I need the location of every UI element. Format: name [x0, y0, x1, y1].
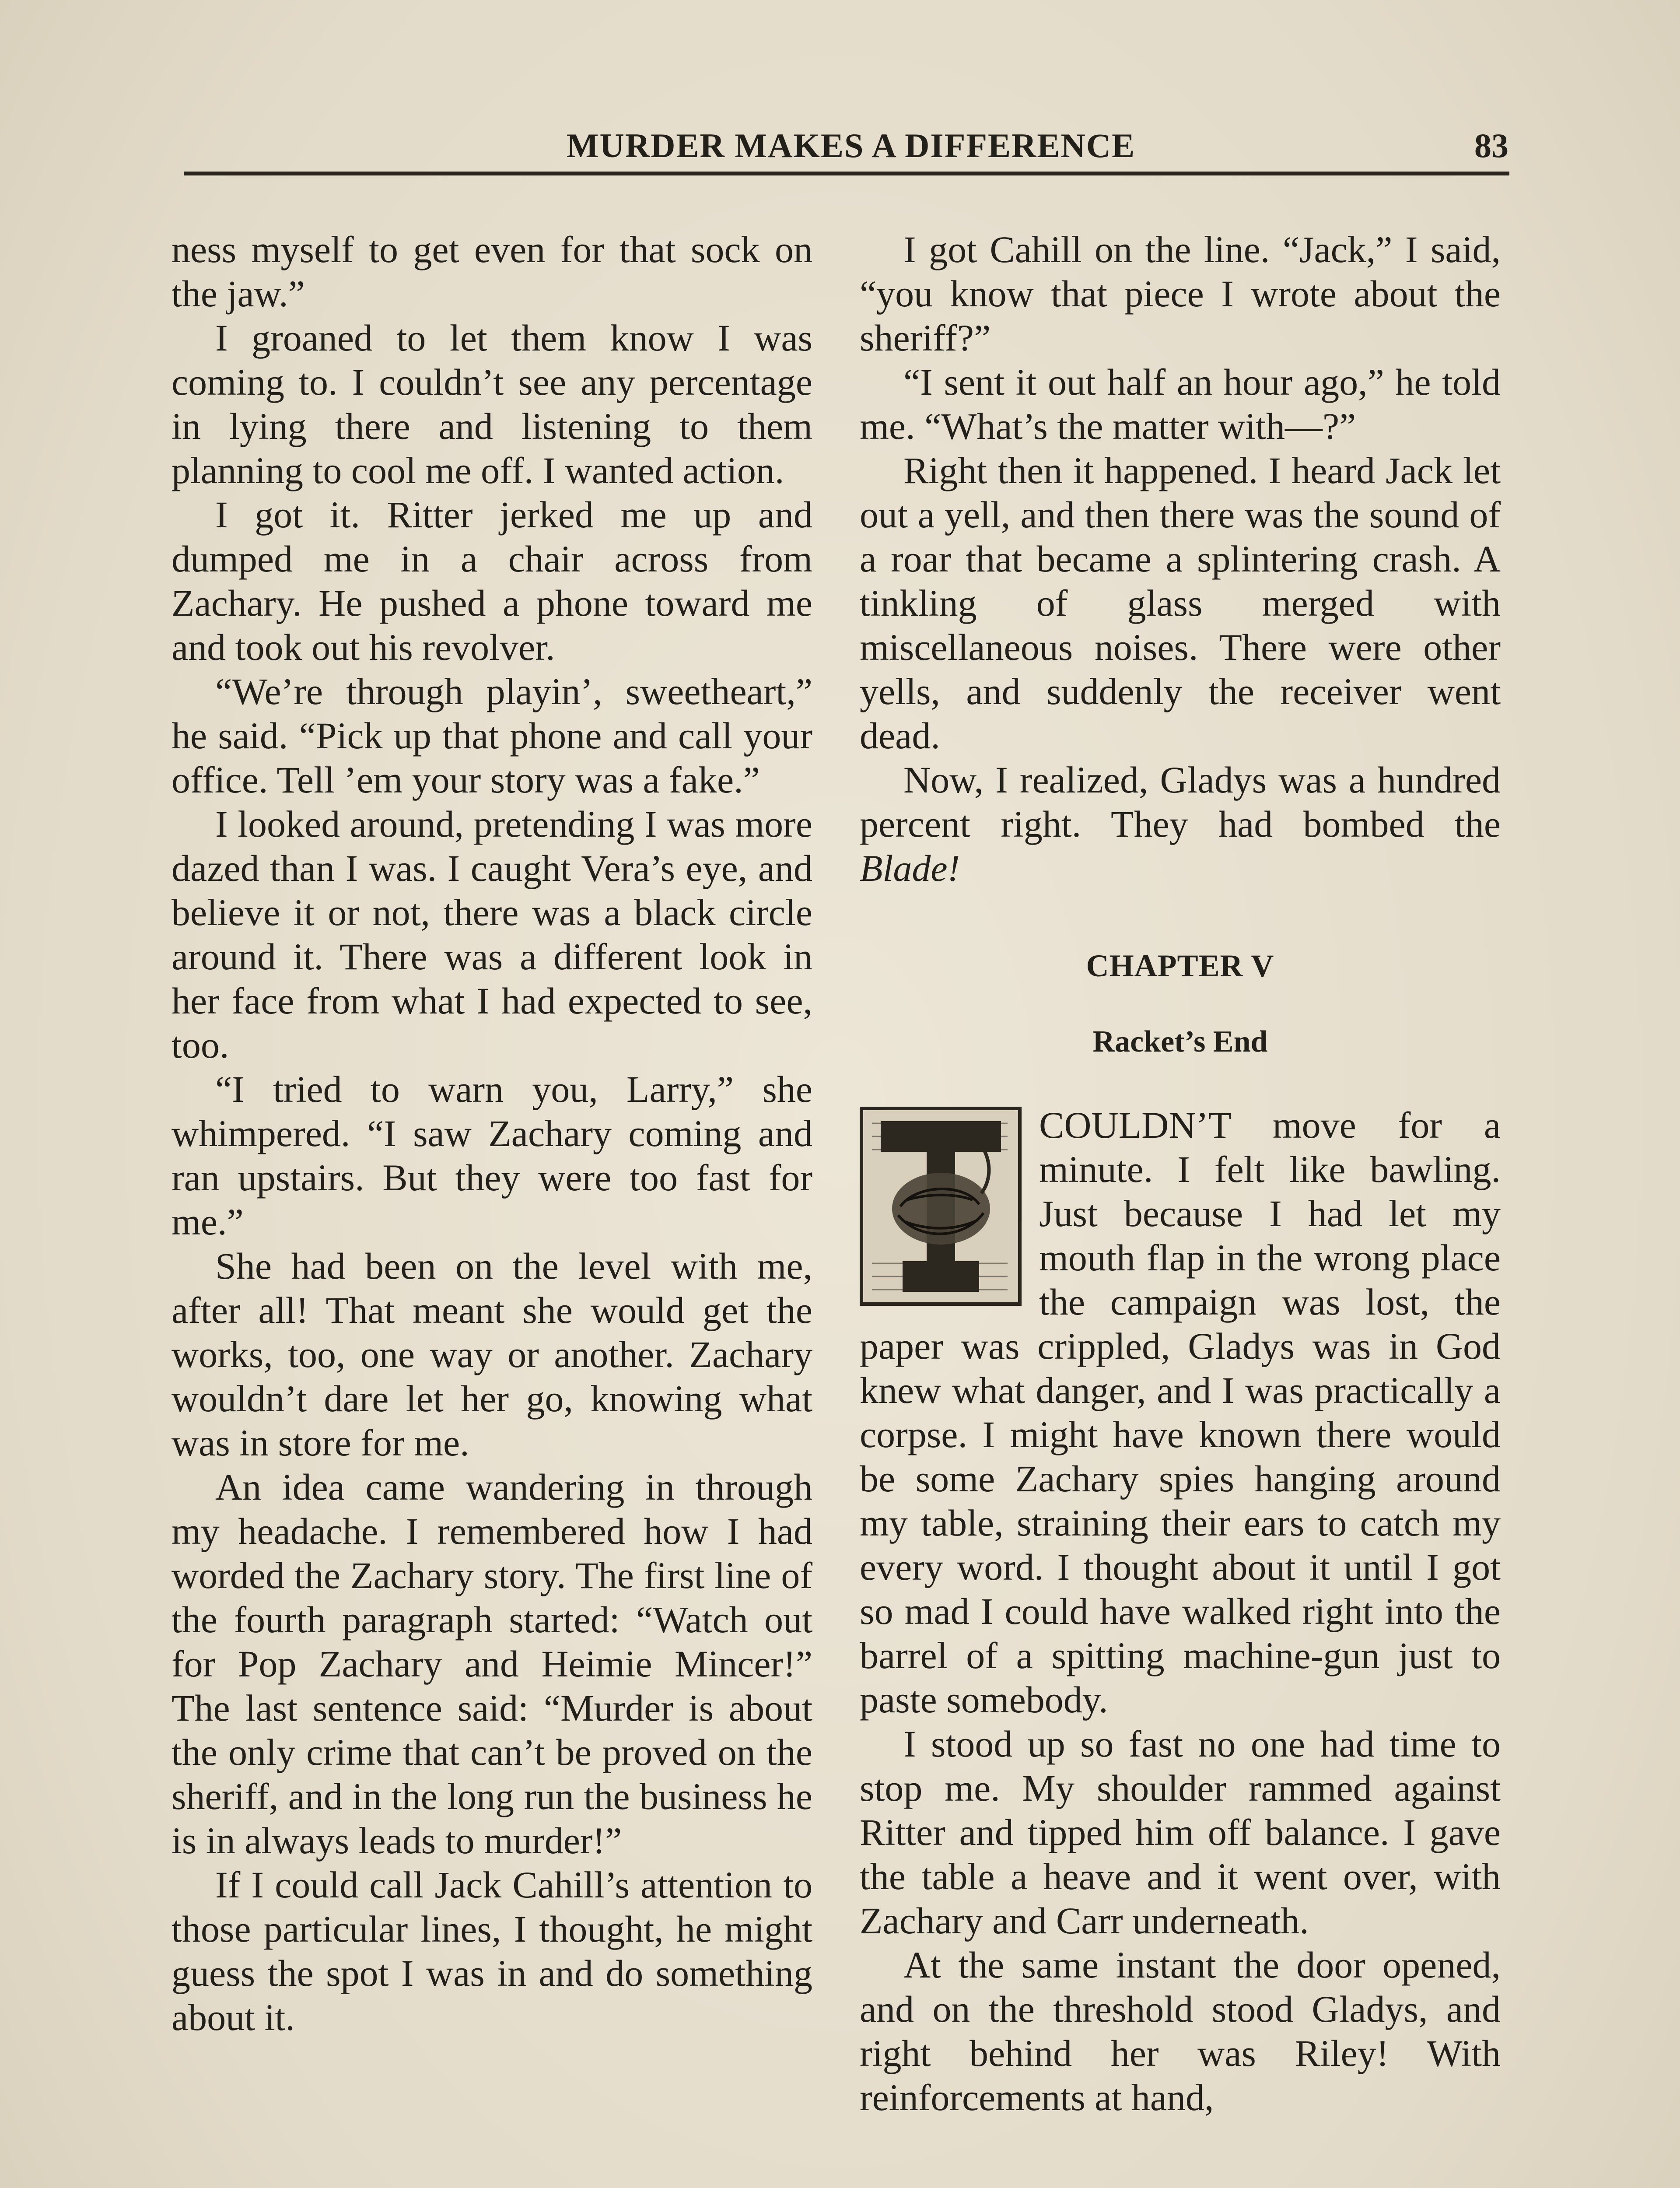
paragraph — [860, 758, 1501, 891]
page-header — [184, 118, 1518, 171]
running-title: MURDER MAKES A DIFFERENCE — [566, 126, 1136, 165]
paragraph: I groaned to let them know I was coming to. I couldn’t see any percentage in lying there and listening to them planning to cool me off. I wanted action. — [172, 317, 812, 491]
right-column — [860, 228, 1501, 2120]
paragraph: I stood up so fast no one had time to stop me. My shoulder rammed against Ritter and tipped him off balance. I gave the table a heave and it went over, with Zachary and Carr underneath. — [860, 1723, 1501, 1942]
drop-cap-icon — [863, 1110, 1018, 1302]
newspaper-name: Blade! — [860, 847, 960, 889]
paragraph: I got it. Ritter jerked me up and dumped me in a chair across from Zachary. He pushed a phone toward me and took out his revolver. — [172, 494, 812, 668]
paragraph: Right then it happened. I heard Jack let out a yell, and then there was the sound of a roar that became a splintering crash. A tinkling of glass merged with miscellaneous noises. There were other yells, and suddenly the receiver went dead. — [860, 449, 1501, 757]
paragraph: If I could call Jack Cahill’s attention to those particular lines, I thought, he might guess the spot I was in and do something about it. — [172, 1864, 812, 2038]
paragraph: An idea came wandering in through my headache. I remembered how I had worded the Zachary story. The first line of the fourth paragraph started: “Watch out for Pop Zachary and Heimie Mincer!” The last sentence said: “Murder is about the only crime that can’t be proved on the sheriff, and in the long run the business he is in always leads to murder!” — [172, 1466, 812, 1862]
paragraph: “I sent it out half an hour ago,” he told me. “What’s the matter with—?” — [860, 361, 1501, 447]
paragraph: At the same instant the door opened, and on the threshold stood Gladys, and right behind her was Riley! With reinforcements at hand, — [860, 1944, 1501, 2118]
paragraph-text: COULDN’T move for a minute. I felt like bawling. Just because I had let my mouth flap in the wrong place the campaign was lost, the paper was crippled, Gladys was in God knew what danger, and I was practically a corpse. I might have known there would be some Zachary spies hanging around my table, straining their ears to catch my every word. I thought about it until I got so mad I could have walked right into the barrel of a spitting machine-gun just to paste somebody. — [860, 1104, 1501, 1721]
paragraph: She had been on the level with me, after all! That meant she would get the works, too, one way or another. Zachary wouldn’t dare let her go, knowing what was in store for me. — [172, 1245, 812, 1464]
drop-cap-letter — [860, 1107, 1022, 1306]
paragraph: I got Cahill on the line. “Jack,” I said, “you know that piece I wrote about the sheriff?” — [860, 228, 1501, 359]
chapter-subtitle: Racket’s End — [1092, 1025, 1268, 1059]
chapter-opening-paragraph — [860, 1103, 1501, 1722]
chapter-title: CHAPTER V — [1086, 948, 1274, 983]
paragraph: ness myself to get even for that sock on the jaw.” — [172, 228, 812, 315]
header-rule — [184, 172, 1509, 175]
paragraph-text: Now, I realized, Gladys was a hundred percent right. They had bombed the — [860, 759, 1501, 845]
paragraph: “We’re through playin’, sweetheart,” he said. “Pick up that phone and call your office. Tell ’em your story was a fake.” — [172, 670, 812, 801]
left-column — [172, 228, 812, 2040]
page-number: 83 — [1474, 126, 1508, 165]
paragraph: “I tried to warn you, Larry,” she whimpered. “I saw Zachary coming and ran upstairs. But they were too fast for me.” — [172, 1068, 812, 1243]
paragraph: I looked around, pretending I was more dazed than I was. I caught Vera’s eye, and believe it or not, there was a black circle around it. There was a different look in her face from what I had expected to see, too. — [172, 803, 812, 1066]
